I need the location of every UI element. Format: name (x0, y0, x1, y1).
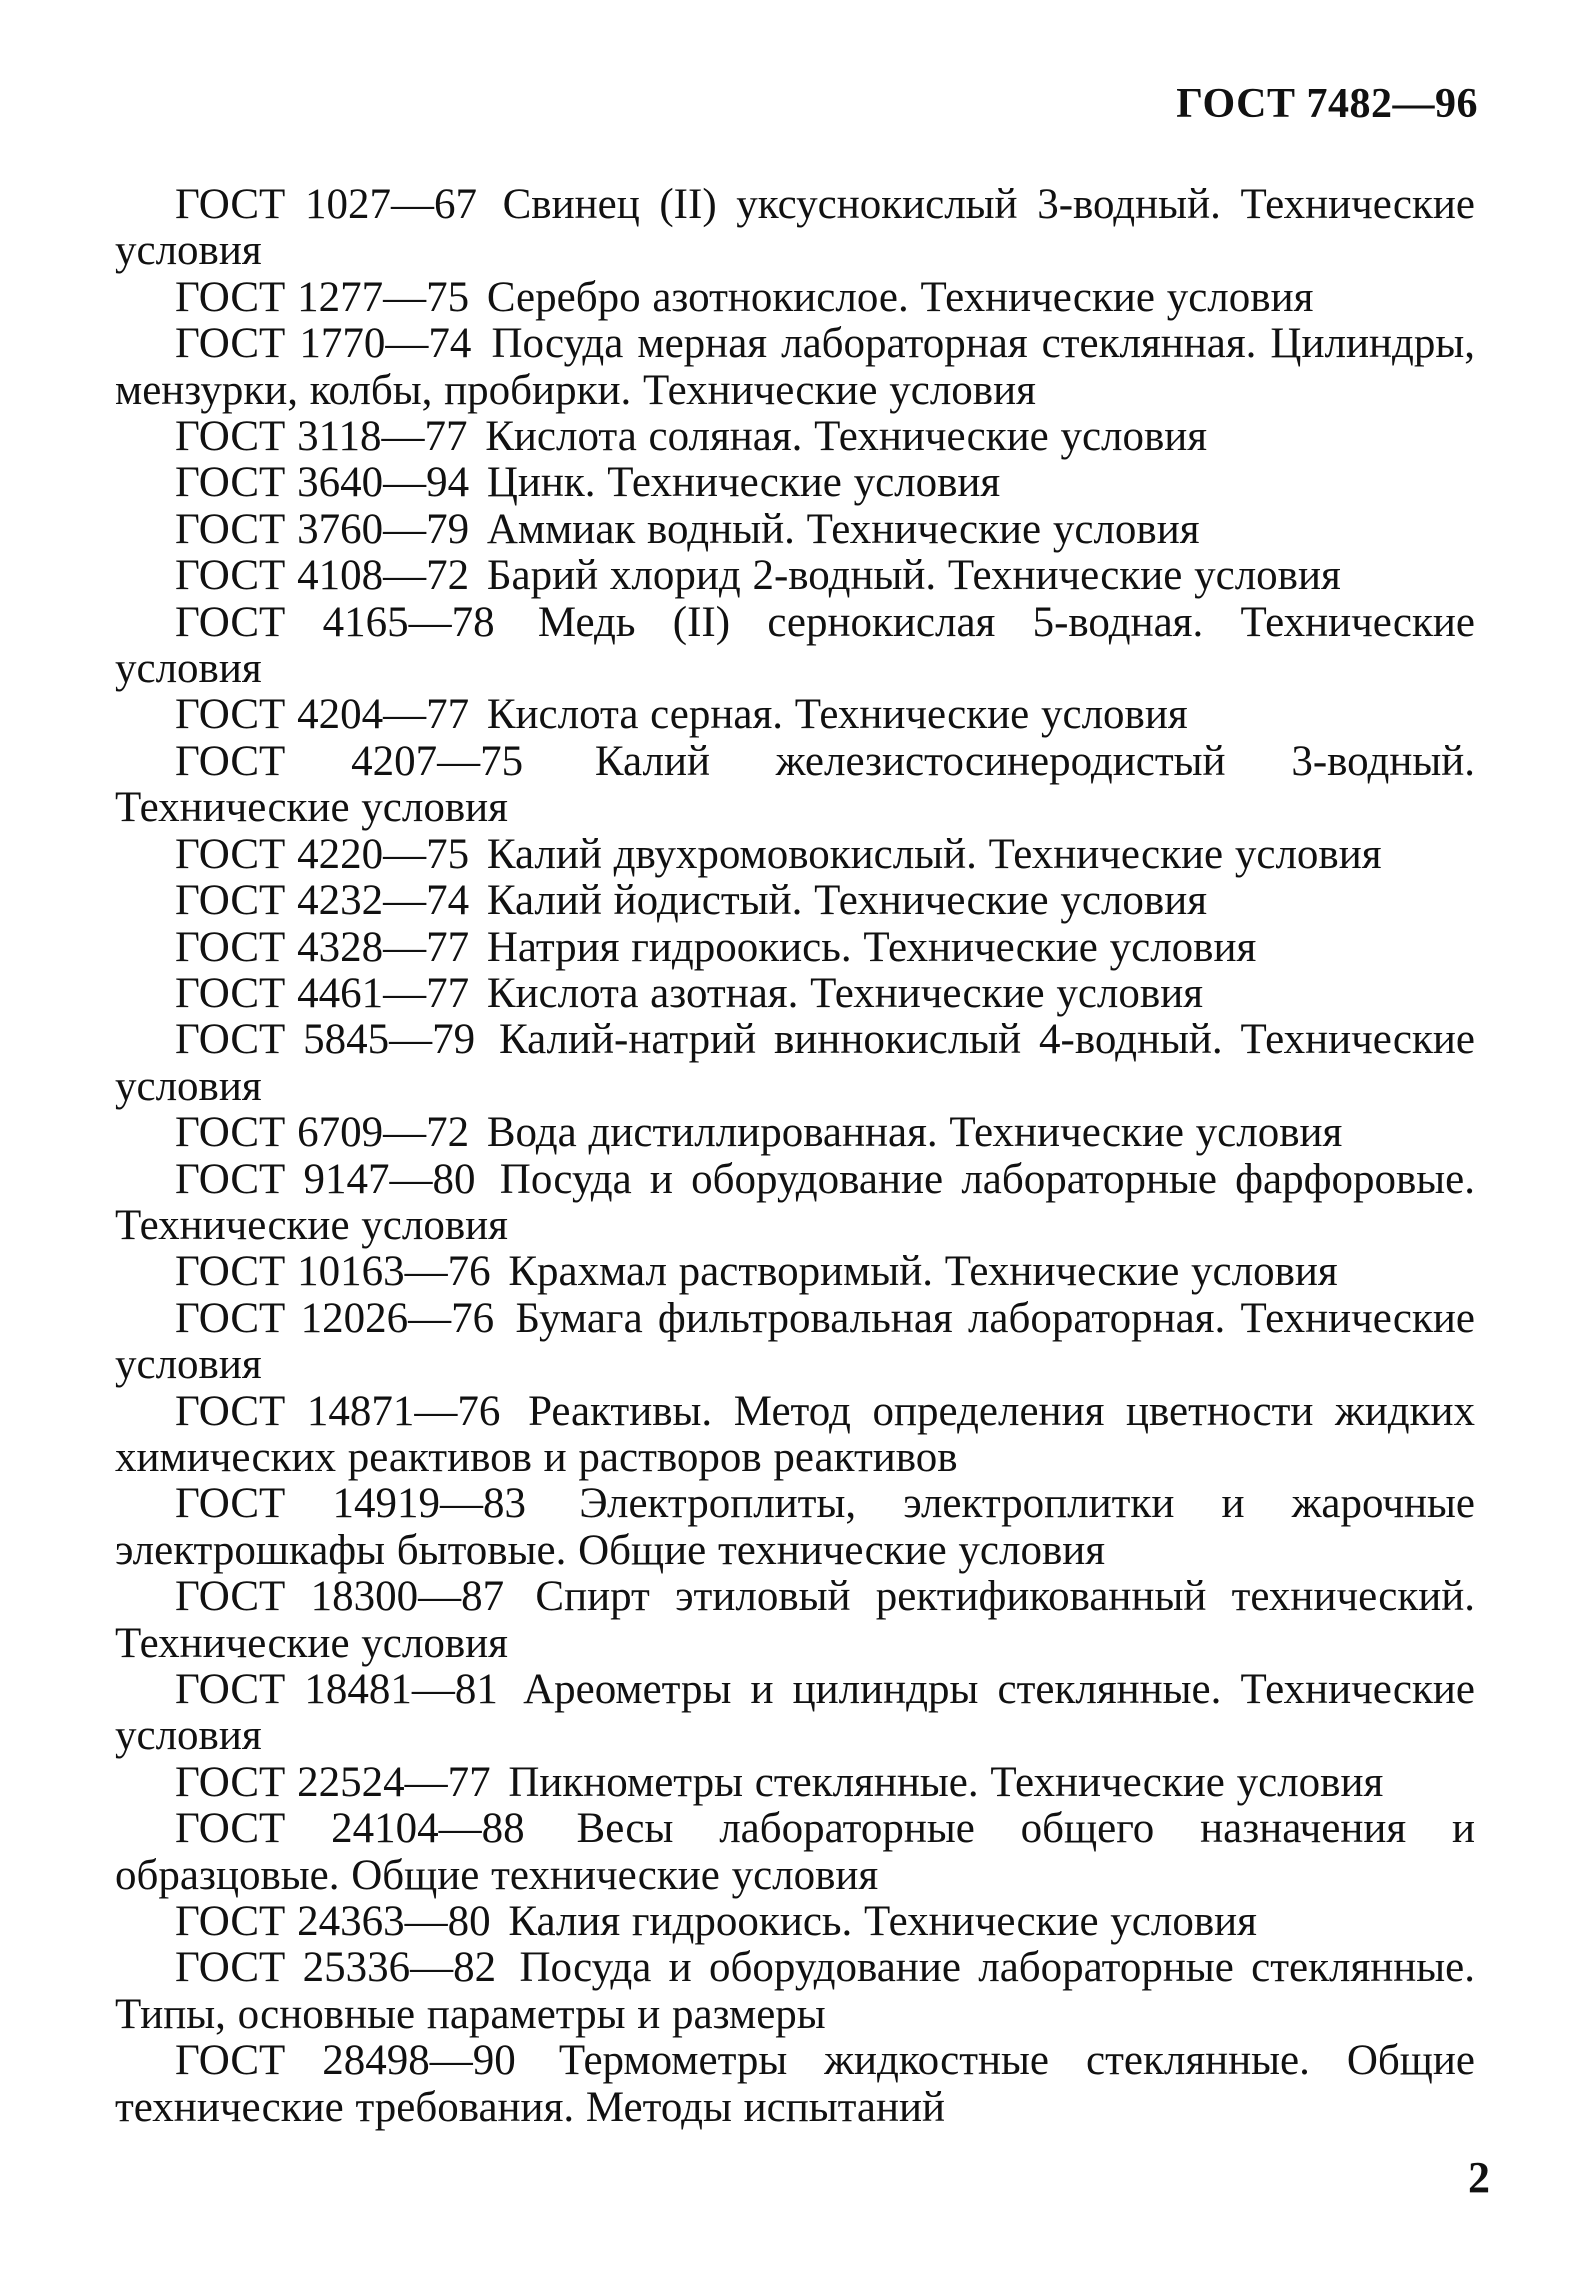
reference-title: Пикнометры стеклянные. Технические условия (508, 1758, 1384, 1806)
reference-title: Вода дистиллированная. Технические условия (486, 1109, 1343, 1157)
reference-code: ГОСТ 3760—79 (175, 505, 470, 553)
reference-entry (115, 692, 1475, 738)
reference-entry (115, 925, 1475, 971)
reference-entry (115, 553, 1475, 599)
reference-entry (115, 1481, 1475, 1574)
reference-entry (115, 1157, 1475, 1250)
reference-title: Аммиак водный. Технические условия (486, 505, 1200, 553)
reference-title: Калий железистосинеродистый 3-водный. Технические условия (115, 737, 1475, 832)
reference-title: Реактивы. Метод определения цветности жидких химических реактивов и растворов реактивов (115, 1387, 1476, 1481)
reference-title: Крахмал растворимый. Технические условия (508, 1248, 1338, 1296)
reference-title: Цинк. Технические условия (486, 459, 1001, 507)
reference-title: Медь (II) сернокислая 5-водная. Технические условия (115, 598, 1475, 693)
reference-code: ГОСТ 5845—79 (175, 1016, 476, 1064)
reference-code: ГОСТ 4232—74 (175, 877, 470, 925)
reference-entry (115, 1574, 1475, 1667)
reference-code: ГОСТ 18481—81 (175, 1666, 498, 1713)
reference-code: ГОСТ 4328—77 (175, 923, 470, 971)
reference-title: Свинец (II) уксуснокислый 3-водный. Технические условия (115, 181, 1475, 275)
reference-title: Бумага фильтровальная лабораторная. Технические условия (115, 1294, 1475, 1389)
reference-title: Посуда и оборудование лабораторные стеклянные. Типы, основные параметры и размеры (115, 1944, 1475, 2038)
page-header-standard-number: ГОСТ 7482—96 (1176, 81, 1478, 127)
reference-code: ГОСТ 10163—76 (175, 1248, 491, 1296)
reference-code: ГОСТ 4108—72 (175, 552, 470, 600)
reference-code: ГОСТ 1770—74 (175, 320, 472, 368)
reference-title: Электроплиты, электроплитки и жарочные электрошкафы бытовые. Общие технические условия (115, 1480, 1475, 1574)
reference-title: Калий двухромовокислый. Технические условия (486, 830, 1382, 878)
reference-title: Спирт этиловый ректификованный технический. Технические условия (115, 1573, 1475, 1667)
reference-entry (115, 1389, 1475, 1482)
reference-code: ГОСТ 3640—94 (175, 459, 470, 507)
reference-entry (115, 460, 1475, 506)
reference-title: Серебро азотнокислое. Технические условия (486, 273, 1314, 321)
reference-entry (115, 971, 1475, 1017)
reference-entry (115, 414, 1475, 460)
reference-code: ГОСТ 18300—87 (175, 1573, 505, 1621)
reference-title: Посуда мерная лабораторная стеклянная. Цилиндры, мензурки, колбы, пробирки. Технические условия (115, 320, 1476, 414)
reference-code: ГОСТ 4204—77 (175, 691, 470, 739)
page-number: 2 (1468, 2153, 1490, 2202)
reference-entry (115, 275, 1475, 321)
reference-entry (115, 832, 1475, 878)
reference-entry (115, 1945, 1475, 2038)
reference-title: Ареометры и цилиндры стеклянные. Технические условия (115, 1666, 1475, 1760)
reference-entry (115, 321, 1475, 414)
reference-entry (115, 1296, 1475, 1389)
reference-code: ГОСТ 22524—77 (175, 1758, 491, 1806)
reference-title: Калий-натрий виннокислый 4-водный. Технические условия (115, 1016, 1475, 1110)
normative-references-list (115, 182, 1475, 2131)
reference-title: Весы лабораторные общего назначения и образцовые. Общие технические условия (115, 1805, 1475, 1899)
reference-entry (115, 739, 1475, 832)
reference-code: ГОСТ 4207—75 (175, 737, 524, 785)
reference-code: ГОСТ 9147—80 (175, 1155, 476, 1203)
reference-entry (115, 182, 1475, 275)
reference-entry (115, 1017, 1475, 1110)
reference-code: ГОСТ 25336—82 (175, 1944, 497, 1992)
reference-title: Натрия гидроокись. Технические условия (486, 923, 1257, 971)
reference-code: ГОСТ 24104—88 (175, 1805, 525, 1853)
reference-code: ГОСТ 3118—77 (175, 413, 468, 461)
reference-code: ГОСТ 4461—77 (175, 969, 470, 1017)
reference-title: Кислота соляная. Технические условия (485, 413, 1208, 461)
reference-code: ГОСТ 4220—75 (175, 830, 470, 878)
reference-entry (115, 1760, 1475, 1806)
reference-code: ГОСТ 6709—72 (175, 1109, 470, 1157)
reference-code: ГОСТ 24363—80 (175, 1898, 491, 1946)
reference-title: Термометры жидкостные стеклянные. Общие технические требования. Методы испытаний (115, 2037, 1475, 2131)
reference-entry (115, 878, 1475, 924)
reference-entry (115, 1667, 1475, 1760)
reference-code: ГОСТ 4165—78 (175, 598, 495, 646)
reference-title: Кислота азотная. Технические условия (486, 969, 1203, 1017)
reference-title: Калий йодистый. Технические условия (486, 877, 1207, 925)
reference-title: Калия гидроокись. Технические условия (508, 1898, 1257, 1946)
reference-title: Кислота серная. Технические условия (486, 691, 1188, 739)
reference-entry (115, 1249, 1475, 1295)
reference-entry (115, 1899, 1475, 1945)
reference-code: ГОСТ 12026—76 (175, 1294, 495, 1342)
reference-entry (115, 507, 1475, 553)
reference-code: ГОСТ 14871—76 (175, 1387, 501, 1435)
reference-title: Барий хлорид 2-водный. Технические условия (486, 552, 1341, 600)
reference-entry (115, 2038, 1475, 2131)
reference-entry (115, 1806, 1475, 1899)
reference-entry (115, 1110, 1475, 1156)
reference-code: ГОСТ 1277—75 (175, 273, 470, 321)
reference-code: ГОСТ 14919—83 (175, 1480, 526, 1528)
reference-code: ГОСТ 28498—90 (175, 2037, 516, 2085)
reference-code: ГОСТ 1027—67 (175, 181, 477, 228)
reference-entry (115, 600, 1475, 693)
reference-title: Посуда и оборудование лабораторные фарфоровые. Технические условия (115, 1155, 1475, 1249)
